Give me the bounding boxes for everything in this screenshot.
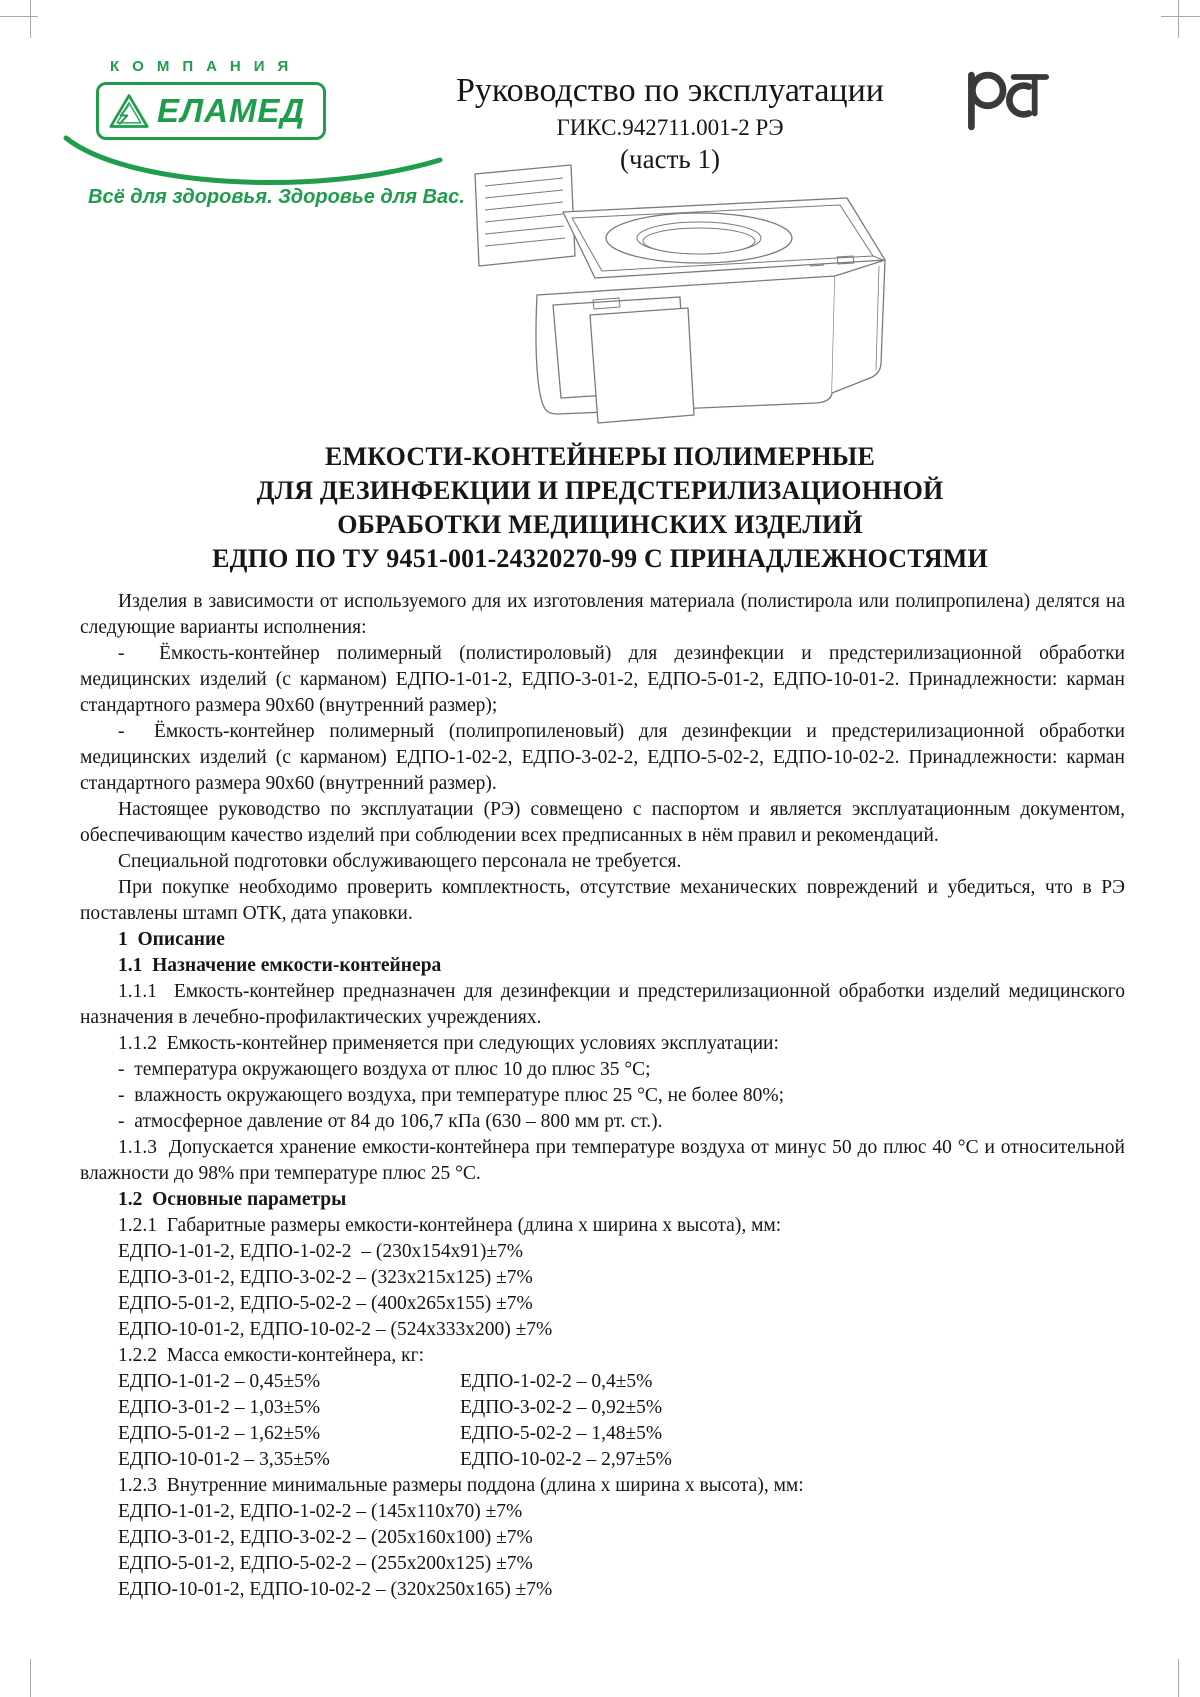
paragraph-1-2-3: 1.2.3 Внутренние минимальные размеры поддона (длина х ширина х высота), мм: <box>118 1475 804 1496</box>
spec-line-tray-dims: ЕДПО-10-01-2, ЕДПО-10-02-2 – (320х250х165) ±7% <box>118 1579 553 1600</box>
document-header <box>0 0 1200 438</box>
paragraph-1-2-2: 1.2.2 Масса емкости-контейнера, кг: <box>118 1345 425 1366</box>
spec-line-overall-dims: ЕДПО-3-01-2, ЕДПО-3-02-2 – (323х215х125) ±7% <box>118 1267 533 1288</box>
mass-cell: ЕДПО-3-01-2 – 1,03±5% <box>118 1397 321 1418</box>
product-title-line: ОБРАБОТКИ МЕДИЦИНСКИХ ИЗДЕЛИЙ <box>337 510 863 539</box>
paragraph-purchase-check: При покупке необходимо проверить комплектность, отсутствие механических повреждений и убедиться, что в РЭ поставлены штамп ОТК, дата упаковки. <box>80 877 1125 924</box>
product-title-line: ЕМКОСТИ-КОНТЕЙНЕРЫ ПОЛИМЕРНЫЕ <box>324 442 876 471</box>
mass-cell: ЕДПО-5-01-2 – 1,62±5% <box>118 1423 321 1444</box>
spec-line-tray-dims: ЕДПО-3-01-2, ЕДПО-3-02-2 – (205х160х100) ±7% <box>118 1527 533 1548</box>
product-title-line: ДЛЯ ДЕЗИНФЕКЦИИ И ПРЕДСТЕРИЛИЗАЦИОННОЙ <box>256 476 944 505</box>
document-number: ГИКС.942711.001-2 РЭ <box>556 115 784 140</box>
paragraph-1-2-1: 1.2.1 Габаритные размеры емкости-контейнера (длина х ширина х высота), мм: <box>118 1215 782 1236</box>
container-technical-drawing <box>445 160 917 434</box>
cropmark-bottom-right-v <box>1178 1659 1179 1697</box>
paragraph-1-1-3: 1.1.3 Допускается хранение емкости-контейнера при температуре воздуха от минус 50 до плюс 40 °С и относительной влажности до 98% при температуре плюс 25 °С. <box>80 1137 1125 1184</box>
document-body <box>0 589 1200 1603</box>
spec-line-tray-dims: ЕДПО-5-01-2, ЕДПО-5-02-2 – (255х200х125) ±7% <box>118 1553 533 1574</box>
paragraph-manual-purpose: Настоящее руководство по эксплуатации (РЭ) совмещено с паспортом и является эксплуатационным документом, обеспечивающим качество изделий при соблюдении всех предписанных в нём правил и рекомендаций. <box>80 799 1125 846</box>
document-part: (часть 1) <box>620 144 720 174</box>
mass-table-row <box>118 1369 1125 1395</box>
section-heading-1-1: 1.1 Назначение емкости-контейнера <box>118 955 442 976</box>
mass-cell: ЕДПО-5-02-2 – 1,48±5% <box>460 1423 663 1444</box>
mass-table-row <box>118 1421 1125 1447</box>
mass-cell: ЕДПО-10-01-2 – 3,35±5% <box>118 1449 330 1470</box>
mass-cell: ЕДПО-3-02-2 – 0,92±5% <box>460 1397 663 1418</box>
paragraph-variants-intro: Изделия в зависимости от используемого для их изготовления материала (полистирола или полипропилена) делятся на следующие варианты исполнения: <box>80 591 1125 638</box>
paragraph-1-1-1: 1.1.1 Емкость-контейнер предназначен для дезинфекции и предстерилизационной обработки изделий медицинского назначения в лечебно-профилактических учреждениях. <box>80 981 1125 1028</box>
section-heading-1: 1 Описание <box>118 929 225 950</box>
mass-cell: ЕДПО-1-02-2 – 0,4±5% <box>460 1371 653 1392</box>
condition-humidity: - влажность окружающего воздуха, при температуре плюс 25 °С, не более 80%; <box>118 1085 785 1106</box>
logo-tagline: Всё для здоровья. Здоровье для Вас. <box>88 186 465 208</box>
paragraph-1-1-2: 1.1.2 Емкость-контейнер применяется при следующих условиях эксплуатации: <box>118 1033 779 1054</box>
condition-pressure: - атмосферное давление от 84 до 106,7 кПа (630 – 800 мм рт. ст.). <box>118 1111 663 1132</box>
paragraph-polypropylene-variant: - Ёмкость-контейнер полимерный (полипропиленовый) для дезинфекции и предстерилизационной обработки медицинских изделий (с карманом) ЕДПО-1-02-2, ЕДПО-3-02-2, ЕДПО-5-02-2, ЕДПО-10-02-2. Принадлежности: карман стандартного размера 90х60 (внутренний размер). <box>80 721 1125 794</box>
mass-cell: ЕДПО-10-02-2 – 2,97±5% <box>460 1449 672 1470</box>
cropmark-bottom-left-v <box>30 1659 31 1697</box>
product-title-line: ЕДПО ПО ТУ 9451-001-24320270-99 С ПРИНАДЛЕЖНОСТЯМИ <box>212 544 988 573</box>
logo-company-word: КОМПАНИЯ <box>110 58 302 75</box>
elamed-triangle-icon <box>109 92 149 130</box>
spec-line-overall-dims: ЕДПО-5-01-2, ЕДПО-5-02-2 – (400х265х155) ±7% <box>118 1293 533 1314</box>
elamed-logo <box>88 58 465 218</box>
section-heading-1-2: 1.2 Основные параметры <box>118 1189 347 1210</box>
product-title <box>60 440 1140 576</box>
rst-certification-icon <box>958 64 1050 136</box>
mass-cell: ЕДПО-1-01-2 – 0,45±5% <box>118 1371 321 1392</box>
paragraph-no-training: Специальной подготовки обслуживающего персонала не требуется. <box>118 851 682 872</box>
document-title: Руководство по эксплуатации <box>455 72 885 109</box>
spec-line-tray-dims: ЕДПО-1-01-2, ЕДПО-1-02-2 – (145х110х70) ±7% <box>118 1501 523 1522</box>
mass-table-row <box>118 1395 1125 1421</box>
spec-line-overall-dims: ЕДПО-10-01-2, ЕДПО-10-02-2 – (524х333х200) ±7% <box>118 1319 553 1340</box>
condition-temperature: - температура окружающего воздуха от плюс 10 до плюс 35 °С; <box>118 1059 651 1080</box>
mass-table-row <box>118 1447 1125 1473</box>
paragraph-polystyrene-variant: - Ёмкость-контейнер полимерный (полистироловый) для дезинфекции и предстерилизационной обработки медицинских изделий (с карманом) ЕДПО-1-01-2, ЕДПО-3-01-2, ЕДПО-5-01-2, ЕДПО-10-01-2. Принадлежности: карман стандартного размера 90х60 (внутренний размер); <box>80 643 1125 716</box>
brand-name: ЕЛАМЕД <box>157 92 306 129</box>
spec-line-overall-dims: ЕДПО-1-01-2, ЕДПО-1-02-2 – (230х154х91)±7% <box>118 1241 524 1262</box>
